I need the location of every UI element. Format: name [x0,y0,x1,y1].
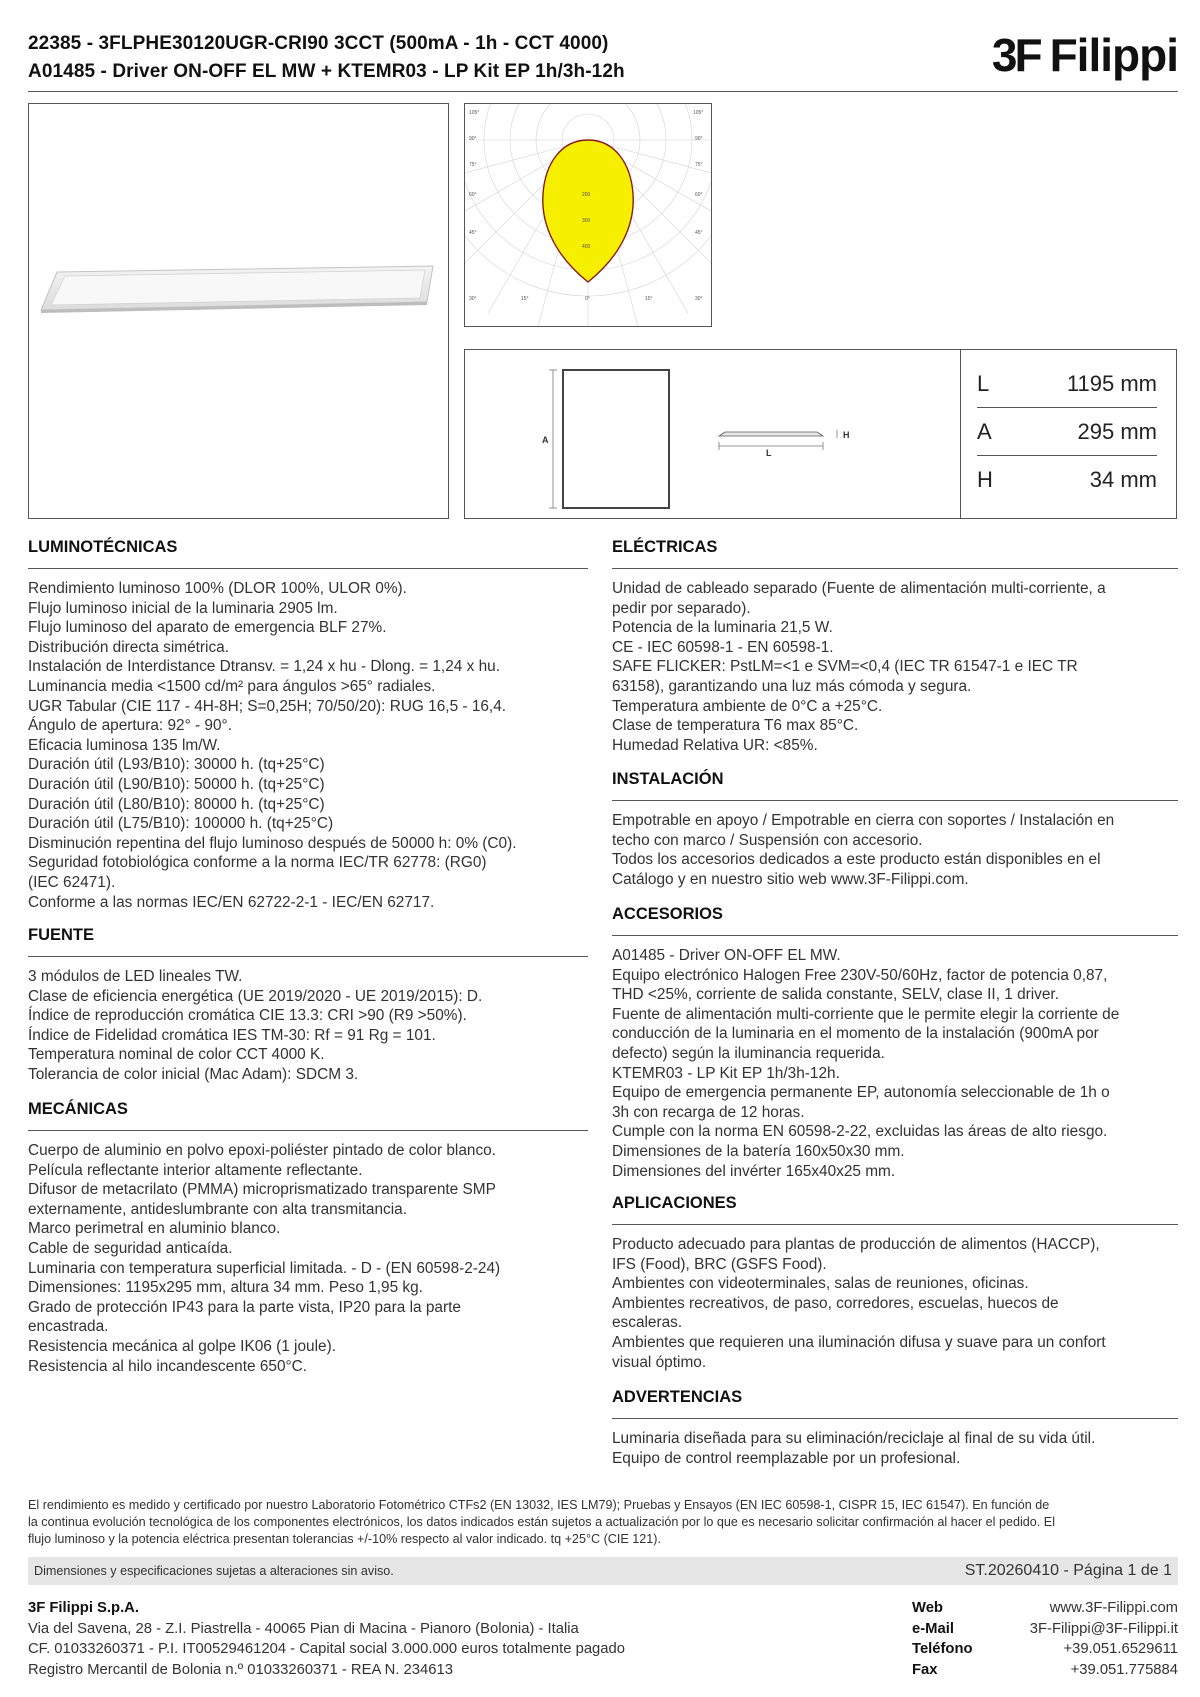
section-body-luminotecnicas [28,579,588,912]
product-subtitle: A01485 - Driver ON-OFF EL MW + KTEMR03 - LP Kit EP 1h/3h-12h [28,61,625,82]
spec-line: Cumple con la norma EN 60598-2-22, excluidas las áreas de alto riesgo. [612,1123,1108,1141]
company-address: Via del Savena, 28 - Z.I. Piastrella - 40065 Pian di Macina - Pianoro (Bolonia) - Italia [28,1620,579,1637]
dimension-row-height [977,456,1157,504]
section-body-aplicaciones [612,1235,1178,1372]
spec-line: CE - IEC 60598-1 - EN 60598-1. [612,638,834,656]
spec-line: Flujo luminoso inicial de la luminaria 2905 lm. [28,599,338,617]
company-name: 3F Filippi S.p.A. [28,1600,139,1616]
section-title-luminotecnicas: LUMINOTÉCNICAS [28,537,588,569]
spec-line: Producto adecuado para plantas de producción de alimentos (HACCP), [612,1236,1100,1253]
angle-label-left: 45° [469,230,477,236]
dimension-label-h: H [843,430,850,440]
spec-line: Flujo luminoso del aparato de emergencia BLF 27%. [28,619,387,637]
spec-line: Potencia de la luminaria 21,5 W. [612,619,833,637]
led-panel-illustration [29,104,448,518]
web-link[interactable]: www.3F-Filippi.com [1049,1600,1178,1616]
contact-row-phone [912,1639,1178,1660]
spec-line: Difusor de metacrilato (PMMA) microprismatizado transparente SMP [28,1181,496,1199]
radial-label: 300 [582,218,591,224]
spec-line: Dimensiones de la batería 160x50x30 mm. [612,1142,905,1160]
disclaimer-text: Dimensiones y especificaciones sujetas a alteraciones sin aviso. [34,1564,394,1578]
spec-line: Índice de reproducción cromática CIE 13.3: CRI >90 (R9 >50%). [28,1007,467,1025]
dimension-value: 1195 mm [1066,370,1157,396]
footnote-line: El rendimiento es medido y certificado por nuestro Laboratorio Fotométrico CTFs2 (EN 13032, IES LM79); Pruebas y Ensayos (EN IEC 60598-1, CISPR 15, IEC 61547). En función de [28,1498,1050,1512]
section-title-advertencias: ADVERTENCIAS [612,1387,1178,1419]
spec-line: Duración útil (L80/B10): 80000 h. (tq+25°C) [28,795,325,813]
section-title-instalacion: INSTALACIÓN [612,769,1178,801]
spec-line: escaleras. [612,1314,683,1332]
section-body-accesorios [612,946,1178,1181]
spec-line: conducción de la luminaria en el momento de la instalación (900mA por [612,1025,1099,1043]
spec-line: Seguridad fotobiológica conforme a la norma IEC/TR 62778: (RG0) [28,854,487,872]
angle-label-bottom: 0° [585,296,590,302]
photometric-polar-diagram [464,103,712,327]
angle-label-bottom: 30° [469,296,477,302]
spec-line: 63158), garantizando una luz más cómoda y segura. [612,677,972,695]
spec-line: visual óptimo. [612,1353,707,1371]
spec-line: Temperatura ambiente de 0°C a +25°C. [612,697,883,715]
spec-line: Luminaria con temperatura superficial limitada. - D - (EN 60598-2-24) [28,1259,501,1277]
spec-line: Equipo electrónico Halogen Free 230V-50/60Hz, factor de potencia 0,87, [612,966,1108,984]
spec-line: Catálogo y en nuestro sitio web www.3F-Filippi.com. [612,870,969,888]
section-title-electricas: ELÉCTRICAS [612,537,1178,569]
contact-label: Fax [912,1661,938,1678]
spec-line: Unidad de cableado separado (Fuente de alimentación multi-corriente, a [612,580,1106,597]
dimension-value: 295 mm [1077,418,1157,444]
spec-line: Dimensiones: 1195x295 mm, altura 34 mm. Peso 1,95 kg. [28,1279,423,1297]
spec-line: THD <25%, corriente de salida constante, SELV, clase II, 1 driver. [612,986,1059,1004]
dimension-label-l: L [766,448,772,458]
company-registry: Registro Mercantil de Bolonia n.º 01033260371 - REA N. 234613 [28,1661,453,1678]
email-link[interactable]: 3F-Filippi@3F-Filippi.it [1029,1620,1178,1637]
dimension-value: 34 mm [1089,467,1157,492]
company-info [28,1598,748,1680]
spec-line: Luminancia media <1500 cd/m² para ángulos >65° radiales. [28,677,436,695]
footnote-line: la continua evolución tecnológica de los componentes electrónicos, los datos indicados están sujetos a actualización por lo que es necesario solicitar confirmación al hacer el pedido. El [28,1515,1055,1529]
phone-value: +39.051.6529611 [1063,1641,1178,1657]
spec-line: Disminución repentina del flujo luminoso después de 50000 h: 0% (C0). [28,834,517,852]
spec-line: Eficacia luminosa 135 lm/W. [28,736,221,754]
spec-line: 3 módulos de LED lineales TW. [28,968,243,985]
product-photo [28,103,449,519]
section-body-electricas [612,579,1178,755]
polar-curve-chart [465,104,711,326]
spec-line: Resistencia al hilo incandescente 650°C. [28,1357,308,1375]
radial-label: 200 [582,192,591,198]
dimension-row-length [977,360,1157,408]
spec-line: Grado de protección IP43 para la parte vista, IP20 para la parte [28,1298,461,1316]
spec-line: Ambientes recreativos, de paso, corredores, escuelas, huecos de [612,1294,1059,1312]
legal-footnote [28,1497,1178,1548]
section-body-instalacion [612,811,1178,889]
spec-line: UGR Tabular (CIE 117 - 4H-8H; S=0,25H; 70/50/20): RUG 16,5 - 16,4. [28,697,507,715]
fax-value: +39.051.775884 [1070,1661,1178,1678]
contact-row-fax [912,1660,1178,1681]
contact-row-email [912,1619,1178,1640]
spec-line: (IEC 62471). [28,873,116,891]
section-body-fuente [28,967,588,1085]
angle-label-right: 75° [695,162,703,168]
spec-line: Conforme a las normas IEC/EN 62722-2-1 - IEC/EN 62717. [28,893,435,911]
spec-line: Clase de temperatura T6 max 85°C. [612,717,859,735]
spec-line: Luminaria diseñada para su eliminación/reciclaje al final de su vida útil. [612,1430,1096,1447]
contact-label: Web [912,1600,943,1616]
spec-line: SAFE FLICKER: PstLM=<1 e SVM=<0,4 (IEC TR 61547-1 e IEC TR [612,658,1078,676]
spec-line: 3h con recarga de 12 horas. [612,1103,805,1121]
section-title-mecanicas: MECÁNICAS [28,1099,588,1131]
section-body-advertencias [612,1429,1178,1468]
contact-info [912,1598,1178,1680]
spec-line: KTEMR03 - LP Kit EP 1h/3h-12h. [612,1064,840,1082]
section-body-mecanicas [28,1141,588,1376]
spec-line: Fuente de alimentación multi-corriente que le permite elegir la corriente de [612,1005,1120,1023]
company-fiscal: CF. 01033260371 - P.I. IT00529461204 - Capital social 3.000.000 euros totalmente pagado [28,1641,625,1657]
spec-line: Dimensiones del invérter 165x40x25 mm. [612,1162,896,1180]
dimension-drawing [465,350,961,518]
spec-line: defecto) según la iluminancia requerida. [612,1044,885,1062]
angle-label-right: 90° [695,136,703,142]
contact-label: Teléfono [912,1641,973,1657]
spec-line: Película reflectante interior altamente reflectante. [28,1161,363,1179]
disclaimer-bar [28,1557,1178,1585]
footnote-line: flujo luminoso y la potencia eléctrica presentan tolerancias +/-10% respecto al valor indicado. tq +25°C (CIE 121). [28,1532,661,1546]
spec-line: Rendimiento luminoso 100% (DLOR 100%, ULOR 0%). [28,580,407,597]
dimensions-table [960,350,1176,518]
spec-line: Marco perimetral en aluminio blanco. [28,1220,281,1238]
spec-line: externamente, antideslumbrante con alta transmitancia. [28,1200,407,1218]
contact-row-web [912,1598,1178,1619]
spec-line: Duración útil (L90/B10): 50000 h. (tq+25°C) [28,775,325,793]
spec-line: Ambientes con videoterminales, salas de reuniones, oficinas. [612,1275,1029,1293]
spec-line: Todos los accesorios dedicados a este producto están disponibles en el [612,851,1101,869]
logo-text: Filippi [1049,29,1178,81]
spec-line: Equipo de control reemplazable por un profesional. [612,1449,961,1467]
angle-label-right: 60° [695,192,703,198]
spec-line: Distribución directa simétrica. [28,638,229,656]
section-title-aplicaciones: APLICACIONES [612,1193,1178,1225]
dimensions-panel [464,349,1177,519]
spec-line: Cable de seguridad anticaída. [28,1239,233,1257]
angle-label-bottom: 15° [521,296,529,302]
section-title-fuente: FUENTE [28,925,588,957]
spec-line: Temperatura nominal de color CCT 4000 K. [28,1046,325,1064]
section-title-accesorios: ACCESORIOS [612,904,1178,936]
spec-line: Duración útil (L75/B10): 100000 h. (tq+25°C) [28,815,334,833]
dimension-name: L [977,370,990,396]
spec-line: Humedad Relativa UR: <85%. [612,736,818,754]
dimension-label-a: A [542,435,549,445]
spec-line: IFS (Food), BRC (GSFS Food). [612,1255,827,1273]
angle-label-left: 90° [469,136,477,142]
angle-label-right: 105° [693,110,704,116]
spec-line: Duración útil (L93/B10): 30000 h. (tq+25°C) [28,756,325,774]
spec-line: Clase de eficiencia energética (UE 2019/2020 - UE 2019/2015): D. [28,987,483,1005]
spec-line: A01485 - Driver ON-OFF EL MW. [612,947,841,964]
angle-label-right: 45° [695,230,703,236]
document-header [28,30,1178,92]
brand-logo [992,30,1178,80]
dimension-name: H [977,467,993,492]
logo-mark: 3F [991,29,1040,81]
angle-label-left: 75° [469,162,477,168]
contact-label: e-Mail [912,1620,954,1637]
spec-line: techo con marco / Suspensión con accesorio. [612,831,923,849]
spec-line: Cuerpo de aluminio en polvo epoxi-poliéster pintado de color blanco. [28,1142,497,1159]
angle-label-left: 105° [469,110,480,116]
spec-line: Resistencia mecánica al golpe IK06 (1 joule). [28,1337,336,1355]
spec-line: Instalación de Interdistance Dtransv. = 1,24 x hu - Dlong. = 1,24 x hu. [28,658,500,676]
spec-line: Equipo de emergencia permanente EP, autonomía seleccionable de 1h o [612,1084,1110,1102]
spec-line: Índice de Fidelidad cromática IES TM-30: Rf = 91 Rg = 101. [28,1026,436,1044]
spec-line: Tolerancia de color inicial (Mac Adam): SDCM 3. [28,1065,359,1083]
spec-line: encastrada. [28,1318,109,1336]
spec-line: pedir por separado). [612,599,751,617]
dimension-name: A [977,418,992,444]
spec-line: Empotrable en apoyo / Empotrable en cierra con soportes / Instalación en [612,812,1115,829]
spec-line: Ángulo de apertura: 92° - 90°. [28,717,232,735]
angle-label-left: 60° [469,192,477,198]
radial-label: 400 [582,244,591,250]
angle-label-bottom: 30° [695,296,703,302]
spec-line: Ambientes que requieren una iluminación difusa y suave para un confort [612,1333,1106,1351]
intensity-curve [543,140,633,282]
product-title: 22385 - 3FLPHE30120UGR-CRI90 3CCT (500mA - 1h - CCT 4000) [28,33,609,54]
page-reference: ST.20260410 - Página 1 de 1 [964,1562,1172,1579]
angle-label-bottom: 15° [645,296,653,302]
dimension-row-width [977,408,1157,456]
